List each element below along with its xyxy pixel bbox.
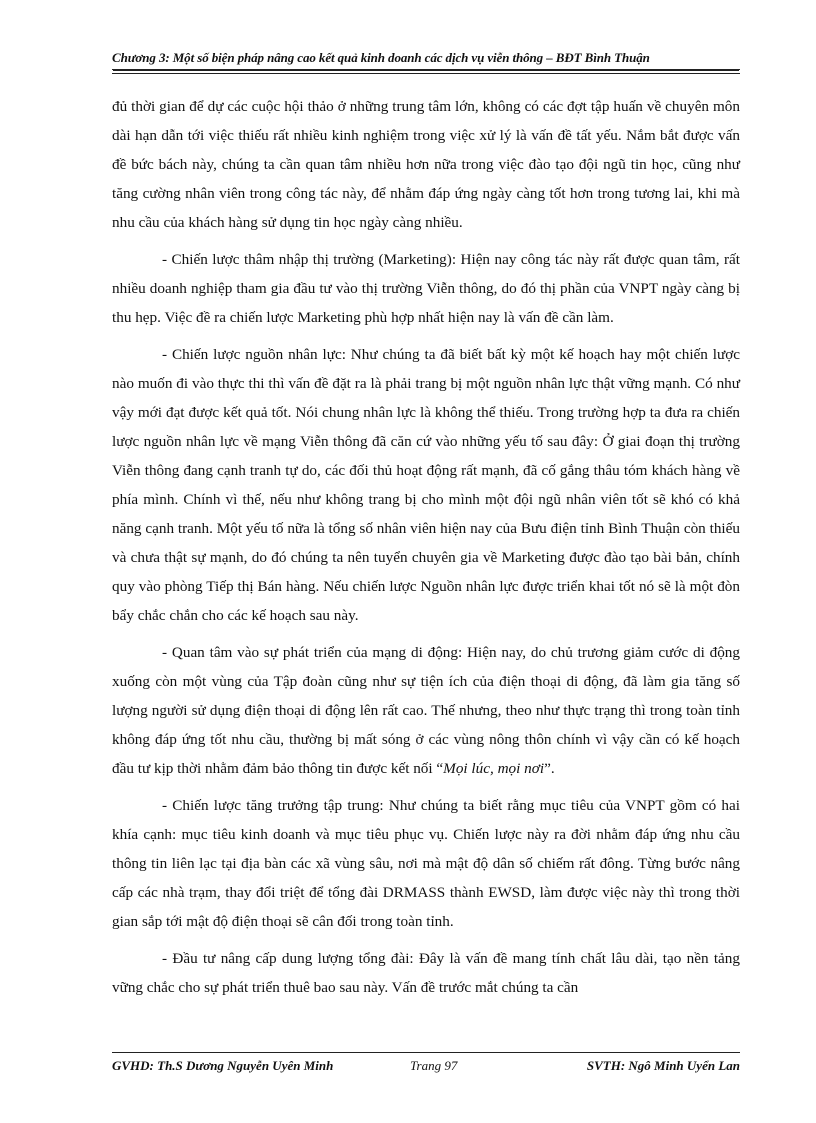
paragraph-mobile-network <box>112 638 740 783</box>
footer-student: SVTH: Ngô Minh Uyển Lan <box>586 1058 740 1073</box>
header-title: Chương 3: Một số biện pháp nâng cao kết quả kinh doanh các dịch vụ viễn thông – BĐT Bình Thuận <box>112 50 650 65</box>
slogan-italic: Mọi lúc, mọi nơi <box>443 760 545 777</box>
paragraph-mobile-network-text: - Quan tâm vào sự phát triển của mạng di động: Hiện nay, do chủ trương giảm cước di động xuống còn một vùng của Tập đoàn cũng như sự tiện ích của điện thoại di động, đã làm gia tăng số lượng người sử dụng điện thoại di động lên rất cao. Thế nhưng, theo như thực trạng thì trong toàn tỉnh không đáp ứng tốt nhu cầu, thường bị mất sóng ở các vùng nông thôn chính vì vậy cần có kế hoạch đầu tư kịp thời nhằm đảm bảo thông tin được kết nối “ <box>112 644 740 777</box>
footer-divider <box>112 1052 740 1053</box>
footer-page-number: Trang 97 <box>410 1058 458 1073</box>
paragraph-switch-capacity: - Đầu tư nâng cấp dung lượng tổng đài: Đây là vấn đề mang tính chất lâu dài, tạo nền tảng vững chắc cho sự phát triển thuê bao sau này. Vấn đề trước mắt chúng ta cần <box>112 950 740 996</box>
page-footer <box>112 1058 740 1078</box>
paragraph-marketing-strategy: - Chiến lược thâm nhập thị trường (Marketing): Hiện nay công tác này rất được quan tâm, rất nhiều doanh nghiệp tham gia đầu tư vào thị trường Viễn thông, do đó thị phần của VNPT ngày càng bị thu hẹp. Việc đề ra chiến lược Marketing phù hợp nhất hiện nay là vấn đề cần làm. <box>112 251 740 326</box>
paragraph-mobile-network-end: ”. <box>544 760 555 777</box>
footer-advisor: GVHD: Th.S Dương Nguyễn Uyên Minh <box>112 1058 334 1073</box>
header-divider <box>112 73 740 74</box>
document-body <box>112 92 740 1010</box>
page-header <box>112 50 740 70</box>
paragraph-human-resources-strategy: - Chiến lược nguồn nhân lực: Như chúng ta đã biết bất kỳ một kế hoạch hay một chiến lược nào muốn đi vào thực thi thì vấn đề đặt ra là phải trang bị một nguồn nhân lực thật vững mạnh. Có như vậy mới đạt được kết quả tốt. Nói chung nhân lực là không thể thiếu. Trong trường hợp ta đưa ra chiến lược nguồn nhân lực về mạng Viễn thông đã căn cứ vào những yếu tố sau đây: Ở giai đoạn thị trường Viễn thông đang cạnh tranh tự do, các đối thủ hoạt động rất mạnh, đã cố gắng thâu tóm khách hàng về phía mình. Chính vì thế, nếu như không trang bị cho mình một đội ngũ nhân viên tốt sẽ khó có khả năng cạnh tranh. Một yếu tố nữa là tổng số nhân viên hiện nay của Bưu điện tỉnh Bình Thuận còn thiếu và chưa thật sự mạnh, do đó chúng ta nên tuyển chuyên gia về Marketing được đào tạo bài bản, chính quy vào phòng Tiếp thị Bán hàng. Nếu chiến lược Nguồn nhân lực được triển khai tốt nó sẽ là một đòn bẩy chắc chắn cho các kế hoạch sau này. <box>112 346 740 624</box>
paragraph-1: đủ thời gian để dự các cuộc hội thảo ở những trung tâm lớn, không có các đợt tập huấn về chuyên môn dài hạn dẫn tới việc thiếu rất nhiều kinh nghiệm trong việc xử lý là vấn đề tất yếu. Nắm bắt được vấn đề bức bách này, chúng ta cần quan tâm nhiều hơn nữa trong việc đào tạo đội ngũ tin học, cũng như tăng cường nhân viên trong công tác này, để nhằm đáp ứng ngày càng tốt hơn trong tương lai, khi mà nhu cầu của khách hàng sử dụng tin học ngày càng nhiều. <box>112 98 740 231</box>
paragraph-growth-strategy: - Chiến lược tăng trưởng tập trung: Như chúng ta biết rằng mục tiêu của VNPT gồm có hai khía cạnh: mục tiêu kinh doanh và mục tiêu phục vụ. Chiến lược này ra đời nhằm đáp ứng nhu cầu thông tin liên lạc tại địa bàn các xã vùng sâu, nơi mà mật độ dân số chiếm rất đông. Từng bước nâng cấp các nhà trạm, thay đổi triệt để tổng đài DRMASS thành EWSD, làm được việc này thì trong thời gian sắp tới mật độ điện thoại sẽ cân đối trong toàn tỉnh. <box>112 797 740 930</box>
